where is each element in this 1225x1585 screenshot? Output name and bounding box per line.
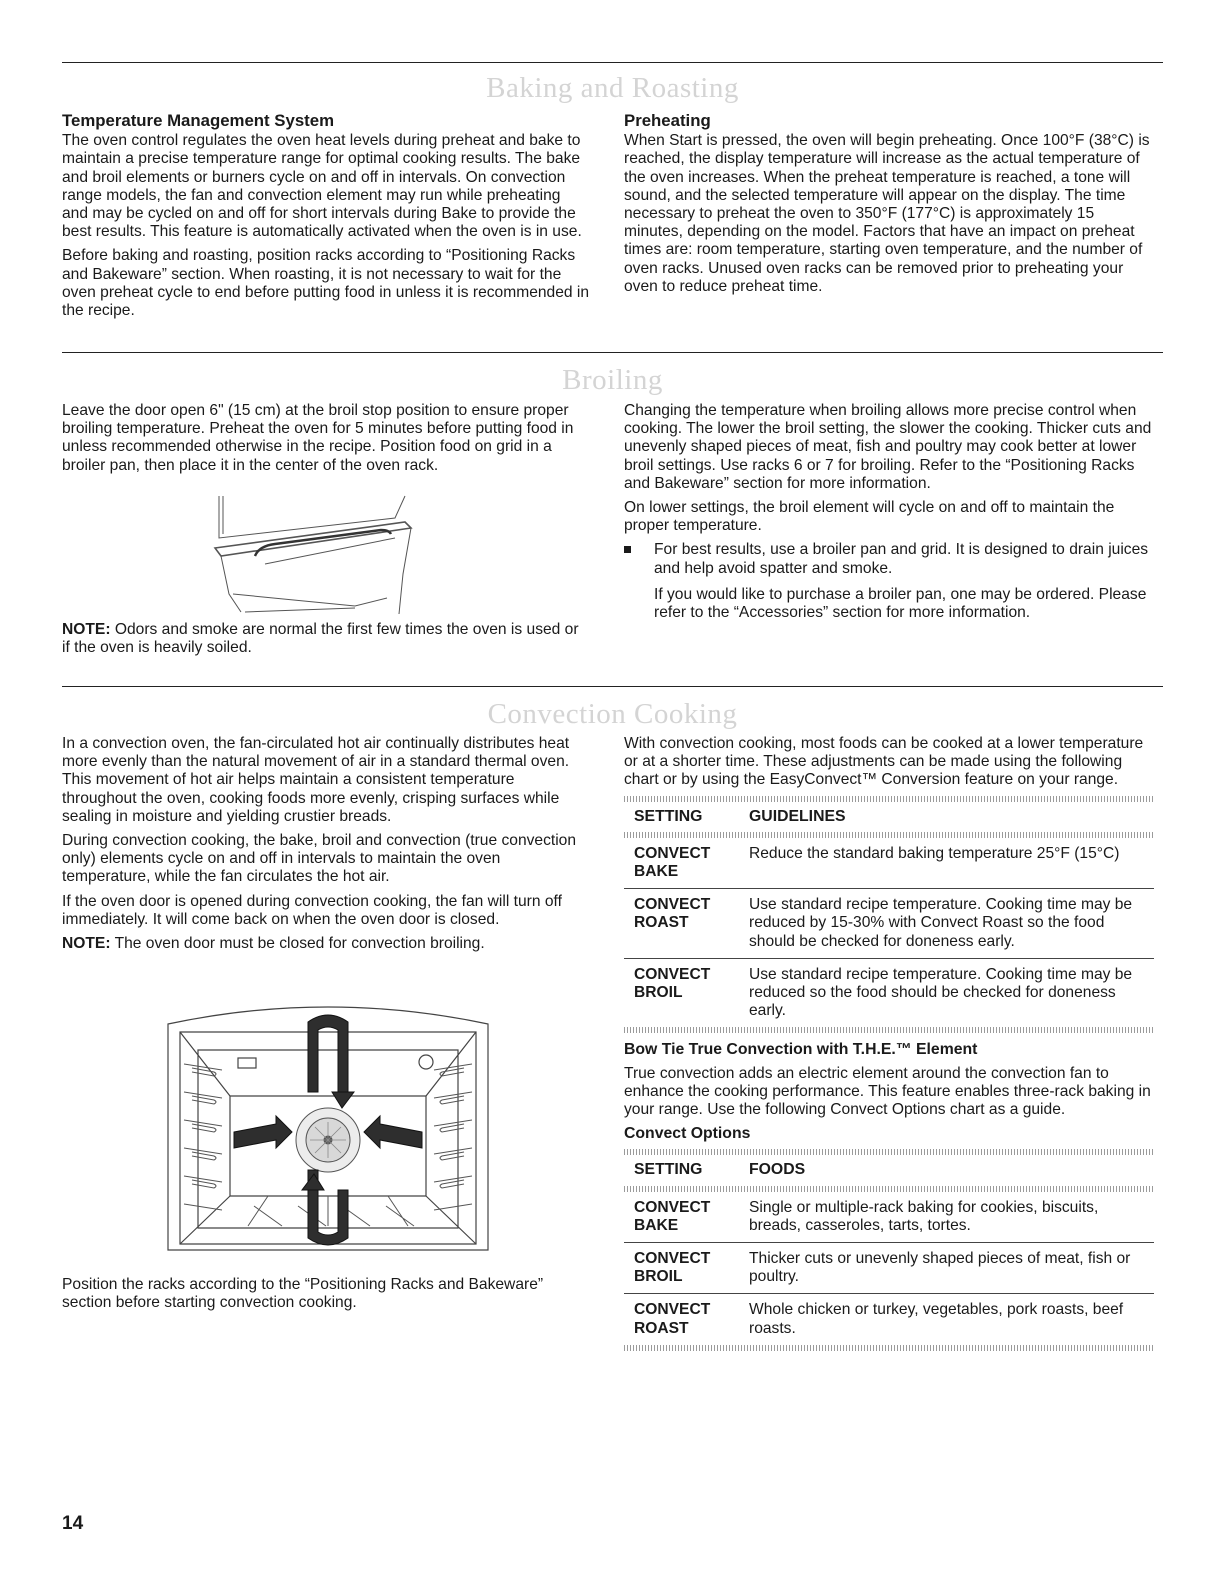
- broil-left-column: [62, 402, 590, 481]
- table-row: [624, 958, 1154, 1027]
- preheat-column: [624, 112, 1154, 302]
- preheat-heading: Preheating: [624, 111, 711, 130]
- row-text: Whole chicken or turkey, vegetables, pork roasts, beef roasts.: [749, 1294, 1154, 1345]
- table-row: [624, 889, 1154, 959]
- tms-paragraph: The oven control regulates the oven heat levels during preheat and bake to maintain a precise temperature range for optimal cooking results. The bake and broil elements or burners cycle on and off in intervals. On convection range models, the fan and convection element may run while preheating and may be cycled on and off for short intervals during Bake to provide the best results. This feature is automatically activated when the oven is in use.: [62, 132, 582, 241]
- row-setting: CONVECT ROAST: [624, 1294, 749, 1345]
- tms-heading: Temperature Management System: [62, 111, 335, 130]
- row-text: Thicker cuts or unevenly shaped pieces of meat, fish or poultry.: [749, 1243, 1154, 1294]
- table-row: [624, 838, 1154, 889]
- page-number: 14: [62, 1513, 84, 1534]
- bullet-item: For best results, use a broiler pan and grid. It is designed to drain juices and help avoid spatter and smoke.: [624, 541, 1154, 577]
- table-header-setting: SETTING: [634, 1161, 703, 1179]
- bowtie-paragraph: True convection adds an electric element around the convection fan to enhance the cooking performance. This feature enables three-rack baking in your range. Use the following Convect Options chart as a guide.: [624, 1064, 1151, 1119]
- table-header-foods: FOODS: [749, 1161, 806, 1179]
- convection-intro: With convection cooking, most foods can be cooked at a lower temperature or at a shorter time. These adjustments can be made using the following chart or by using the EasyConvect™ Conversion feature on your range.: [624, 735, 1144, 789]
- bullet-marker: [624, 546, 631, 553]
- tms-column: [62, 112, 590, 326]
- table-header-guidelines: GUIDELINES: [749, 807, 846, 825]
- row-setting: CONVECT ROAST: [624, 889, 749, 959]
- note-label: NOTE:: [62, 935, 111, 953]
- table-header-row: [624, 802, 1154, 832]
- row-text: Use standard recipe temperature. Cooking time may be reduced so the food should be checked for doneness early.: [749, 958, 1154, 1027]
- row-setting: CONVECT BAKE: [634, 844, 711, 881]
- convect-options-table: [624, 1149, 1154, 1350]
- tms-paragraph-2: Before baking and roasting, position racks according to “Positioning Racks and Bakeware” section. When roasting, it is not necessary to wait for the oven preheat cycle to end before putting food in unless it is recommended in the recipe.: [62, 247, 590, 320]
- broil-note: [62, 621, 590, 663]
- row-setting: CONVECT BROIL: [624, 958, 749, 1027]
- table-row: [624, 1243, 1154, 1294]
- table-row: [624, 1192, 1154, 1243]
- table-header-setting: SETTING: [634, 807, 703, 825]
- convection-paragraph-4: Position the racks according to the “Positioning Racks and Bakeware” section before starting convection cooking.: [62, 1276, 544, 1312]
- bullet-follow-text: If you would like to purchase a broiler pan, one may be ordered. Please refer to the “Accessories” section for more information.: [654, 585, 1147, 622]
- broil-paragraph: Leave the door open 6" (15 cm) at the broil stop position to ensure proper broiling temperature. Preheat the oven for 5 minutes before putting food in unless recommended otherwise in the recipe. Position food on grid in a broiler pan, then place it in the center of the oven rack.: [62, 402, 574, 474]
- section-title-convection: Convection Cooking: [487, 698, 738, 730]
- table-row: [624, 1294, 1154, 1345]
- section-rule: [62, 352, 1163, 353]
- convection-left-footer: [62, 1276, 590, 1318]
- broil-paragraph: Changing the temperature when broiling allows more precise control when cooking. The lower the broil setting, the slower the cooking. Thicker cuts and unevenly shaped pieces of meat, fish and poultry may cook better at lower broil settings. Use racks 6 or 7 for broiling. Refer to the “Positioning Racks and Bakeware” section for more information.: [624, 402, 1152, 492]
- note-label: NOTE:: [62, 621, 111, 638]
- convection-oven-illustration: [158, 1000, 498, 1258]
- row-text: Use standard recipe temperature. Cooking time may be reduced by 15-30% with Convect Roast so the food should be checked for doneness early.: [749, 889, 1154, 959]
- row-setting: CONVECT BAKE: [634, 1198, 711, 1234]
- table-header-row: [624, 1155, 1154, 1185]
- oven-door-illustration: [205, 494, 425, 620]
- convection-left-column: [62, 735, 590, 959]
- preheat-paragraph: When Start is pressed, the oven will begin preheating. Once 100°F (38°C) is reached, the display temperature will increase as the actual temperature of the oven increases. When the preheat temperature is reached, a tone will sound, and the selected temperature will appear on the display. The time necessary to preheat the oven to 350°F (177°C) is approximately 15 minutes, depending on the model. Factors that have an impact on preheat times are: room temperature, starting oven temperature, and the number of oven racks. Unused oven racks can be removed prior to preheating your oven to reduce preheat time.: [624, 132, 1150, 295]
- convect-options-heading: Convect Options: [624, 1125, 751, 1143]
- section-rule: [62, 62, 1163, 63]
- row-setting: CONVECT BROIL: [624, 1243, 749, 1294]
- section-title-broiling: Broiling: [562, 364, 663, 396]
- row-text: Single or multiple-rack baking for cookies, biscuits, breads, casseroles, tarts, tortes.: [749, 1198, 1099, 1234]
- convection-paragraph-2: During convection cooking, the bake, broil and convection (true convection only) elements cycle on and off in intervals to maintain the oven temperature, while the fan circulates the hot air.: [62, 832, 577, 886]
- note-text: The oven door must be closed for convection broiling.: [110, 935, 485, 953]
- row-text: Reduce the standard baking temperature 25°F (15°C): [749, 844, 1120, 862]
- broil-paragraph-2: On lower settings, the broil element will cycle on and off to maintain the proper temperature.: [624, 499, 1115, 535]
- note-text: Odors and smoke are normal the first few times the oven is used or if the oven is heavily soiled.: [62, 621, 579, 657]
- section-title-baking: Baking and Roasting: [486, 72, 739, 104]
- table-bottom-border: [624, 1027, 1154, 1033]
- table-bottom-border: [624, 1345, 1154, 1351]
- convection-paragraph-3: If the oven door is opened during convection cooking, the fan will turn off immediately. It will come back on when the oven door is closed.: [62, 892, 562, 928]
- section-rule: [62, 686, 1163, 687]
- bowtie-heading: Bow Tie True Convection with T.H.E.™ Element: [624, 1041, 978, 1059]
- convection-guidelines-table: [624, 796, 1154, 1034]
- convection-right-column: [624, 735, 1154, 1359]
- broil-right-column: [624, 402, 1154, 628]
- convection-paragraph: In a convection oven, the fan-circulated hot air continually distributes heat more evenly than the natural movement of air in a standard thermal oven. This movement of hot air helps maintain a consistent temperature throughout the oven, cooking foods more evenly, crisping surfaces while sealing in moisture and yielding crustier breads.: [62, 735, 570, 825]
